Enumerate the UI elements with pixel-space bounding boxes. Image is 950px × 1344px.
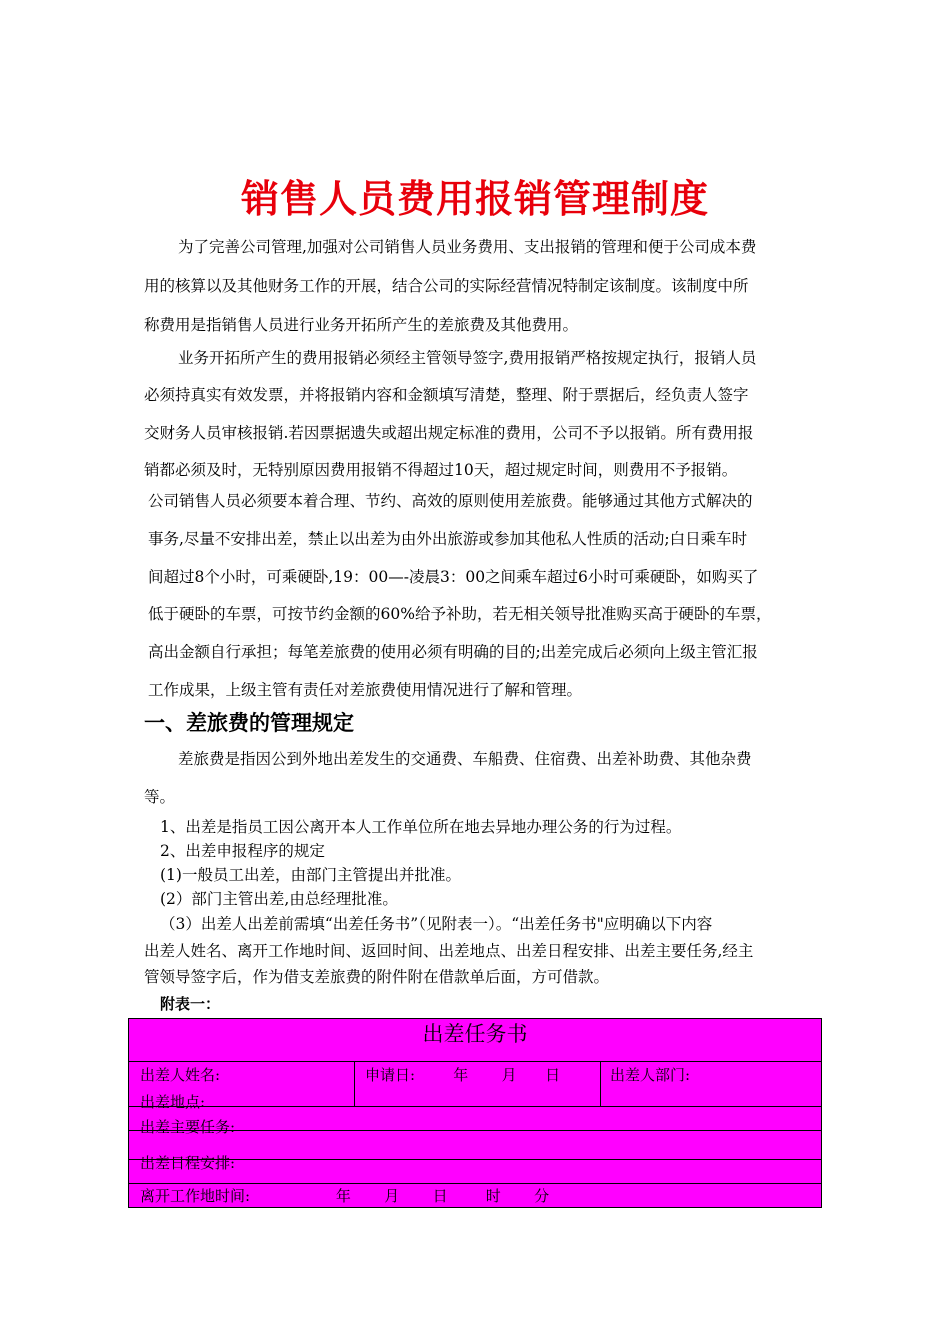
form-field-department[interactable]: 出差人部门:	[610, 1066, 691, 1084]
form-title: 出差任务书	[129, 1019, 821, 1062]
list-item: 1、出差是指员工因公离开本人工作单位所在地去异地办理公务的行为过程。	[160, 818, 682, 836]
paragraph-line: 间超过8个小时，可乘硬卧,19：00—-凌晨3：00之间乘车超过6小时可乘硬卧，如购买了	[148, 568, 759, 586]
list-item: 2、出差申报程序的规定	[160, 842, 325, 860]
list-item: (1)一般员工出差，由部门主管提出并批准。	[160, 866, 461, 884]
form-field-traveler-name[interactable]: 出差人姓名:	[140, 1066, 221, 1084]
list-item: （3）出差人出差前需填“出差任务书”（见附表一）。“出差任务书"应明确以下内容	[160, 915, 713, 933]
paragraph-line: 事务,尽量不安排出差，禁止以出差为由外出旅游或参加其他私人性质的活动;白日乘车时	[148, 530, 748, 548]
paragraph-line: 交财务人员审核报销.若因票据遗失或超出规定标准的费用，公司不予以报销。所有费用报	[144, 424, 754, 442]
business-trip-form	[128, 1018, 822, 1208]
section-intro-line: 等。	[144, 788, 176, 806]
list-item: (2）部门主管出差,由总经理批准。	[160, 890, 398, 908]
section-heading: 一、差旅费的管理规定	[144, 711, 354, 735]
document-title: 销售人员费用报销管理制度	[240, 177, 709, 221]
paragraph-line: 销都必须及时，无特别原因费用报销不得超过10天，超过规定时间，则费用不予报销。	[144, 461, 738, 479]
paragraph-line: 低于硬卧的车票，可按节约金额的60%给予补助，若无相关领导批准购买高于硬卧的车票，	[148, 605, 772, 623]
paragraph-line: 为了完善公司管理,加强对公司销售人员业务费用、支出报销的管理和便于公司成本费	[178, 238, 757, 256]
form-field-schedule[interactable]: 出差日程安排:	[140, 1154, 236, 1172]
paragraph-line: 用的核算以及其他财务工作的开展，结合公司的实际经营情况特制定该制度。该制度中所	[144, 277, 749, 295]
paragraph-line: 业务开拓所产生的费用报销必须经主管领导签字,费用报销严格按规定执行，报销人员	[178, 349, 757, 367]
form-field-leave-time[interactable]: 离开工作地时间: 年 月 日 时 分	[140, 1187, 550, 1205]
paragraph-line: 称费用是指销售人员进行业务开拓所产生的差旅费及其他费用。	[144, 316, 579, 334]
form-field-main-task[interactable]: 出差主要任务:	[140, 1118, 236, 1136]
list-item: 出差人姓名、离开工作地时间、返回时间、出差地点、出差日程安排、出差主要任务,经主	[144, 942, 754, 960]
list-item: 管领导签字后，作为借支差旅费的附件附在借款单后面，方可借款。	[144, 968, 610, 986]
form-field-apply-date[interactable]: 申请日: 年 月 日	[365, 1066, 561, 1084]
appendix-label: 附表一：	[160, 995, 221, 1013]
paragraph-line: 工作成果，上级主管有责任对差旅费使用情况进行了解和管理。	[148, 681, 583, 699]
form-field-location[interactable]: 出差地点:	[140, 1093, 206, 1111]
paragraph-line: 公司销售人员必须要本着合理、节约、高效的原则使用差旅费。能够通过其他方式解决的	[148, 492, 753, 510]
paragraph-line: 高出金额自行承担；每笔差旅费的使用必须有明确的目的;出差完成后必须向上级主管汇报	[148, 643, 758, 661]
paragraph-line: 必须持真实有效发票，并将报销内容和金额填写清楚，整理、附于票据后，经负责人签字	[144, 386, 749, 404]
section-intro-line: 差旅费是指因公到外地出差发生的交通费、车船费、住宿费、出差补助费、其他杂费	[178, 750, 752, 768]
